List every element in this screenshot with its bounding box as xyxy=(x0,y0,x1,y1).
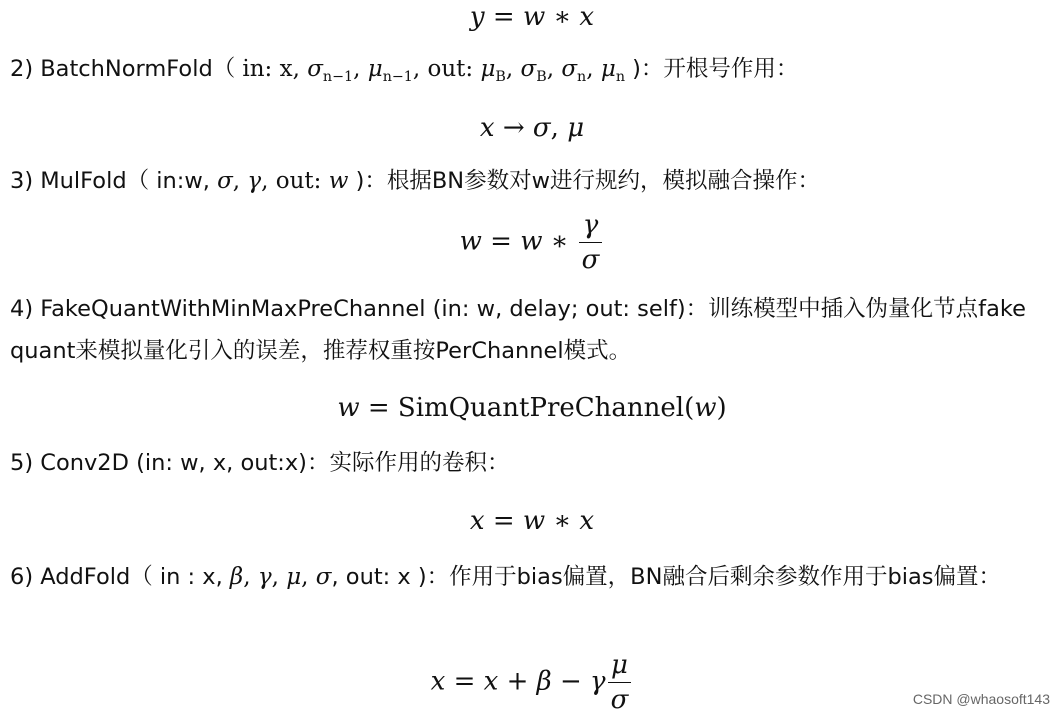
mu: μ xyxy=(567,113,585,143)
equals-sign: = xyxy=(359,393,398,423)
equals-sign: = xyxy=(445,666,484,697)
addfold-paragraph xyxy=(10,556,1056,598)
var-w: w xyxy=(694,393,717,423)
math-out-label: , out: xyxy=(412,56,481,82)
equation-y-equals-w-times-x xyxy=(0,0,1064,34)
fraction xyxy=(608,650,632,715)
var-w: w xyxy=(337,393,360,423)
sigma: σ xyxy=(307,56,323,82)
var-x: x xyxy=(579,2,595,32)
function-name: SimQuantPreChannel( xyxy=(397,393,695,423)
subscript: B xyxy=(536,68,547,85)
gamma: γ xyxy=(257,564,272,590)
sigma: σ xyxy=(561,56,578,82)
mulfold-math xyxy=(217,168,348,194)
comma: , xyxy=(550,113,568,143)
sigma: σ xyxy=(532,113,551,143)
mulfold-prefix: 3) MulFold（ in:w, xyxy=(10,168,218,194)
mu: μ xyxy=(286,564,302,590)
math-in-label: in: x, xyxy=(242,56,308,82)
close-paren: ) xyxy=(716,393,727,423)
equation-bias xyxy=(0,650,1064,715)
var-w: w xyxy=(328,168,349,194)
var-x: x xyxy=(479,113,495,143)
equals-sign: = xyxy=(481,226,521,257)
arrow: → xyxy=(494,113,533,143)
fraction-denominator: σ xyxy=(610,685,629,715)
var-w: w xyxy=(522,506,546,536)
fraction-denominator: σ xyxy=(581,245,600,275)
equation-x-to-sigma-mu xyxy=(0,111,1064,145)
mu: μ xyxy=(367,56,383,82)
math-out-label: , out: xyxy=(261,168,329,194)
comma: , xyxy=(505,56,521,82)
comma: , xyxy=(586,56,601,82)
multiply-operator: ∗ xyxy=(542,226,577,257)
var-w: w xyxy=(459,226,482,257)
equation-x-equals-w-times-x xyxy=(0,504,1064,538)
conv2d-paragraph: 5) Conv2D (in: w, x, out:x)：实际作用的卷积： xyxy=(10,450,510,476)
subscript: n−1 xyxy=(322,68,354,85)
addfold-prefix: 6) AddFold（ in : x, xyxy=(10,564,230,590)
addfold-suffix: , out: x )：作用于bias偏置，BN融合后剩余参数作用于bias偏置： xyxy=(331,564,1001,590)
equation-w-gamma-over-sigma xyxy=(0,210,1064,275)
batchnormfold-suffix: )：开根号作用： xyxy=(625,56,799,82)
fraction xyxy=(579,210,603,275)
batchnormfold-math xyxy=(242,56,625,85)
subscript: n xyxy=(615,68,625,85)
fraction-numerator: γ xyxy=(579,210,603,243)
sigma: σ xyxy=(520,56,537,82)
beta: β xyxy=(229,564,244,590)
var-x: x xyxy=(430,666,446,697)
mulfold-suffix: )：根据BN参数对w进行规约，模拟融合操作： xyxy=(348,168,821,194)
comma: , xyxy=(301,564,316,590)
multiply-operator: ∗ xyxy=(545,2,580,32)
fakequant-paragraph: 4) FakeQuantWithMinMaxPreChannel (in: w, delay; out: self)：训练模型中插入伪量化节点fake quant来模拟量化引入的误差，推荐权重按PerChannel模式。 xyxy=(10,296,1026,364)
fraction-numerator: μ xyxy=(608,650,632,683)
minus-operator: − xyxy=(551,666,591,697)
subscript: n−1 xyxy=(382,68,413,85)
comma: , xyxy=(271,564,287,590)
batchnormfold-prefix: 2) BatchNormFold（ xyxy=(10,56,243,82)
plus-operator: + xyxy=(498,666,537,697)
var-x: x xyxy=(469,506,485,536)
var-x: x xyxy=(579,506,595,536)
equals-sign: = xyxy=(484,506,523,536)
sigma: σ xyxy=(217,168,233,194)
mu: μ xyxy=(600,56,616,82)
gamma: γ xyxy=(590,666,606,697)
equation-simquant xyxy=(0,391,1064,425)
addfold-math xyxy=(230,564,332,590)
var-y: y xyxy=(469,2,485,32)
gamma: γ xyxy=(247,168,262,194)
var-x: x xyxy=(483,666,499,697)
comma: , xyxy=(243,564,258,590)
beta: β xyxy=(536,666,552,697)
comma: , xyxy=(232,168,248,194)
csdn-watermark: CSDN @whaosoft143 xyxy=(912,691,1050,707)
sigma: σ xyxy=(315,564,332,590)
var-w: w xyxy=(522,2,546,32)
var-w: w xyxy=(520,226,543,257)
comma: , xyxy=(353,56,368,82)
mulfold-paragraph xyxy=(10,160,1056,202)
equals-sign: = xyxy=(484,2,523,32)
multiply-operator: ∗ xyxy=(545,506,580,536)
subscript: n xyxy=(577,68,587,85)
mu: μ xyxy=(480,56,496,82)
subscript: B xyxy=(495,68,506,85)
batchnormfold-paragraph xyxy=(10,48,1056,90)
comma: , xyxy=(546,56,562,82)
